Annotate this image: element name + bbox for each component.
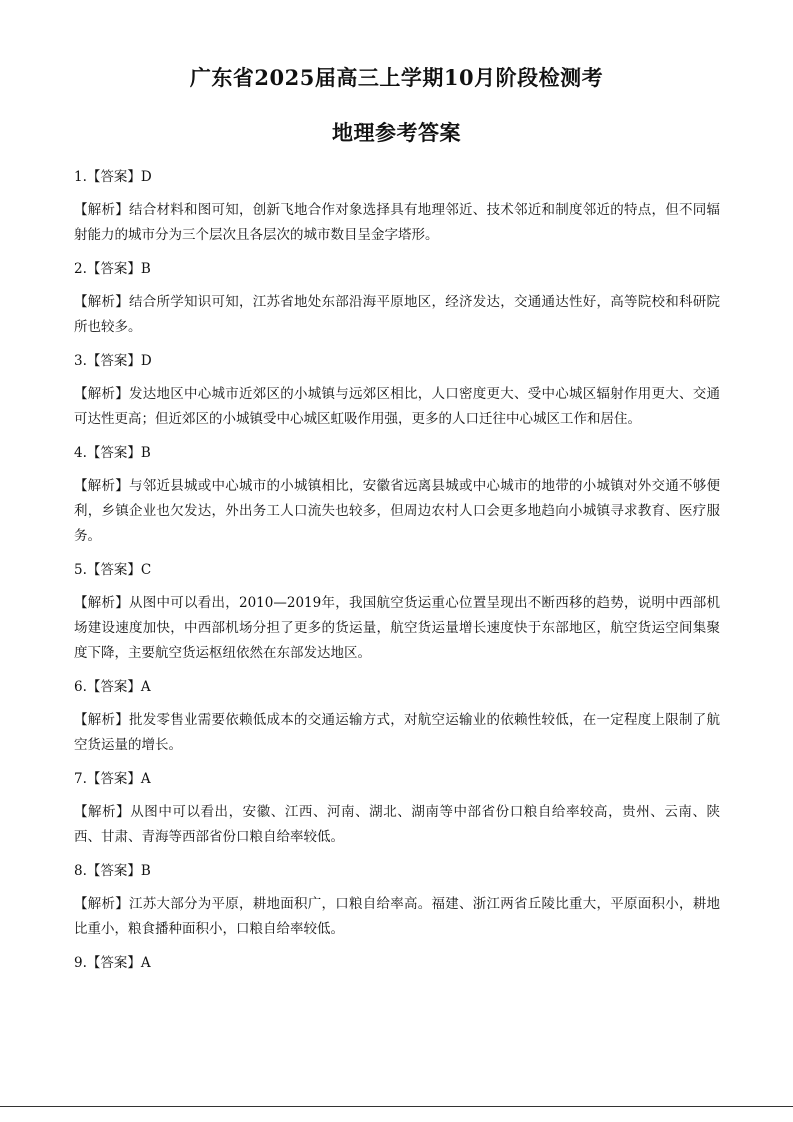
document-subtitle: 地理参考答案 (332, 120, 461, 145)
analysis-paragraph: 【解析】结合材料和图可知，创新飞地合作对象选择具有地理邻近、技术邻近和制度邻近的特点，但不同辐射能力的城市分为三个层次且各层次的城市数目呈金字塔形。 (74, 202, 720, 243)
answer-line: 2.【答案】B (74, 261, 151, 277)
answer-item-8 (74, 860, 720, 942)
analysis-paragraph: 【解析】从图中可以看出，安徽、江西、河南、湖北、湖南等中部省份口粮自给率较高，贵州、云南、陕西、甘肃、青海等西部省份口粮自给率较低。 (74, 804, 720, 845)
answer-item-5 (74, 559, 720, 666)
answer-item-4 (74, 442, 720, 549)
answer-line: 3.【答案】D (74, 353, 152, 369)
answer-item-2 (74, 258, 720, 340)
answer-line: 9.【答案】A (74, 955, 151, 971)
answer-item-1 (74, 166, 720, 248)
answer-line: 1.【答案】D (74, 169, 152, 185)
answer-line: 5.【答案】C (74, 562, 152, 578)
analysis-paragraph: 【解析】江苏大部分为平原，耕地面积广，口粮自给率高。福建、浙江两省丘陵比重大，平原面积小，耕地比重小，粮食播种面积小，口粮自给率较低。 (74, 896, 720, 937)
answer-item-9 (74, 952, 720, 974)
answer-item-6 (74, 676, 720, 758)
answer-item-3 (74, 350, 720, 432)
answer-list (74, 166, 720, 984)
answer-line: 7.【答案】A (74, 771, 151, 787)
analysis-paragraph: 【解析】发达地区中心城市近郊区的小城镇与远郊区相比，人口密度更大、受中心城区辐射作用更大、交通可达性更高；但近郊区的小城镇受中心城区虹吸作用强，更多的人口迁往中心城区工作和居住。 (74, 386, 720, 427)
answer-line: 4.【答案】B (74, 445, 151, 461)
analysis-paragraph: 【解析】批发零售业需要依赖低成本的交通运输方式，对航空运输业的依赖性较低，在一定程度上限制了航空货运量的增长。 (74, 712, 720, 753)
page-bottom-divider (0, 1106, 793, 1107)
analysis-paragraph: 【解析】从图中可以看出，2010—2019年，我国航空货运重心位置呈现出不断西移的趋势，说明中西部机场建设速度加快，中西部机场分担了更多的货运量，航空货运量增长速度快于东部地区，航空货运空间集聚度下降，主要航空货运枢纽依然在东部发达地区。 (74, 595, 720, 661)
analysis-paragraph: 【解析】结合所学知识可知，江苏省地处东部沿海平原地区，经济发达，交通通达性好，高等院校和科研院所也较多。 (74, 294, 720, 335)
answer-line: 6.【答案】A (74, 679, 151, 695)
answer-item-7 (74, 768, 720, 850)
analysis-paragraph: 【解析】与邻近县城或中心城市的小城镇相比，安徽省远离县城或中心城市的地带的小城镇对外交通不够便利，乡镇企业也欠发达，外出务工人口流失也较多，但周边农村人口会更多地趋向小城镇寻求教育、医疗服务。 (74, 478, 720, 544)
document-title: 广东省2025届高三上学期10月阶段检测考 (189, 65, 604, 90)
answer-line: 8.【答案】B (74, 863, 151, 879)
